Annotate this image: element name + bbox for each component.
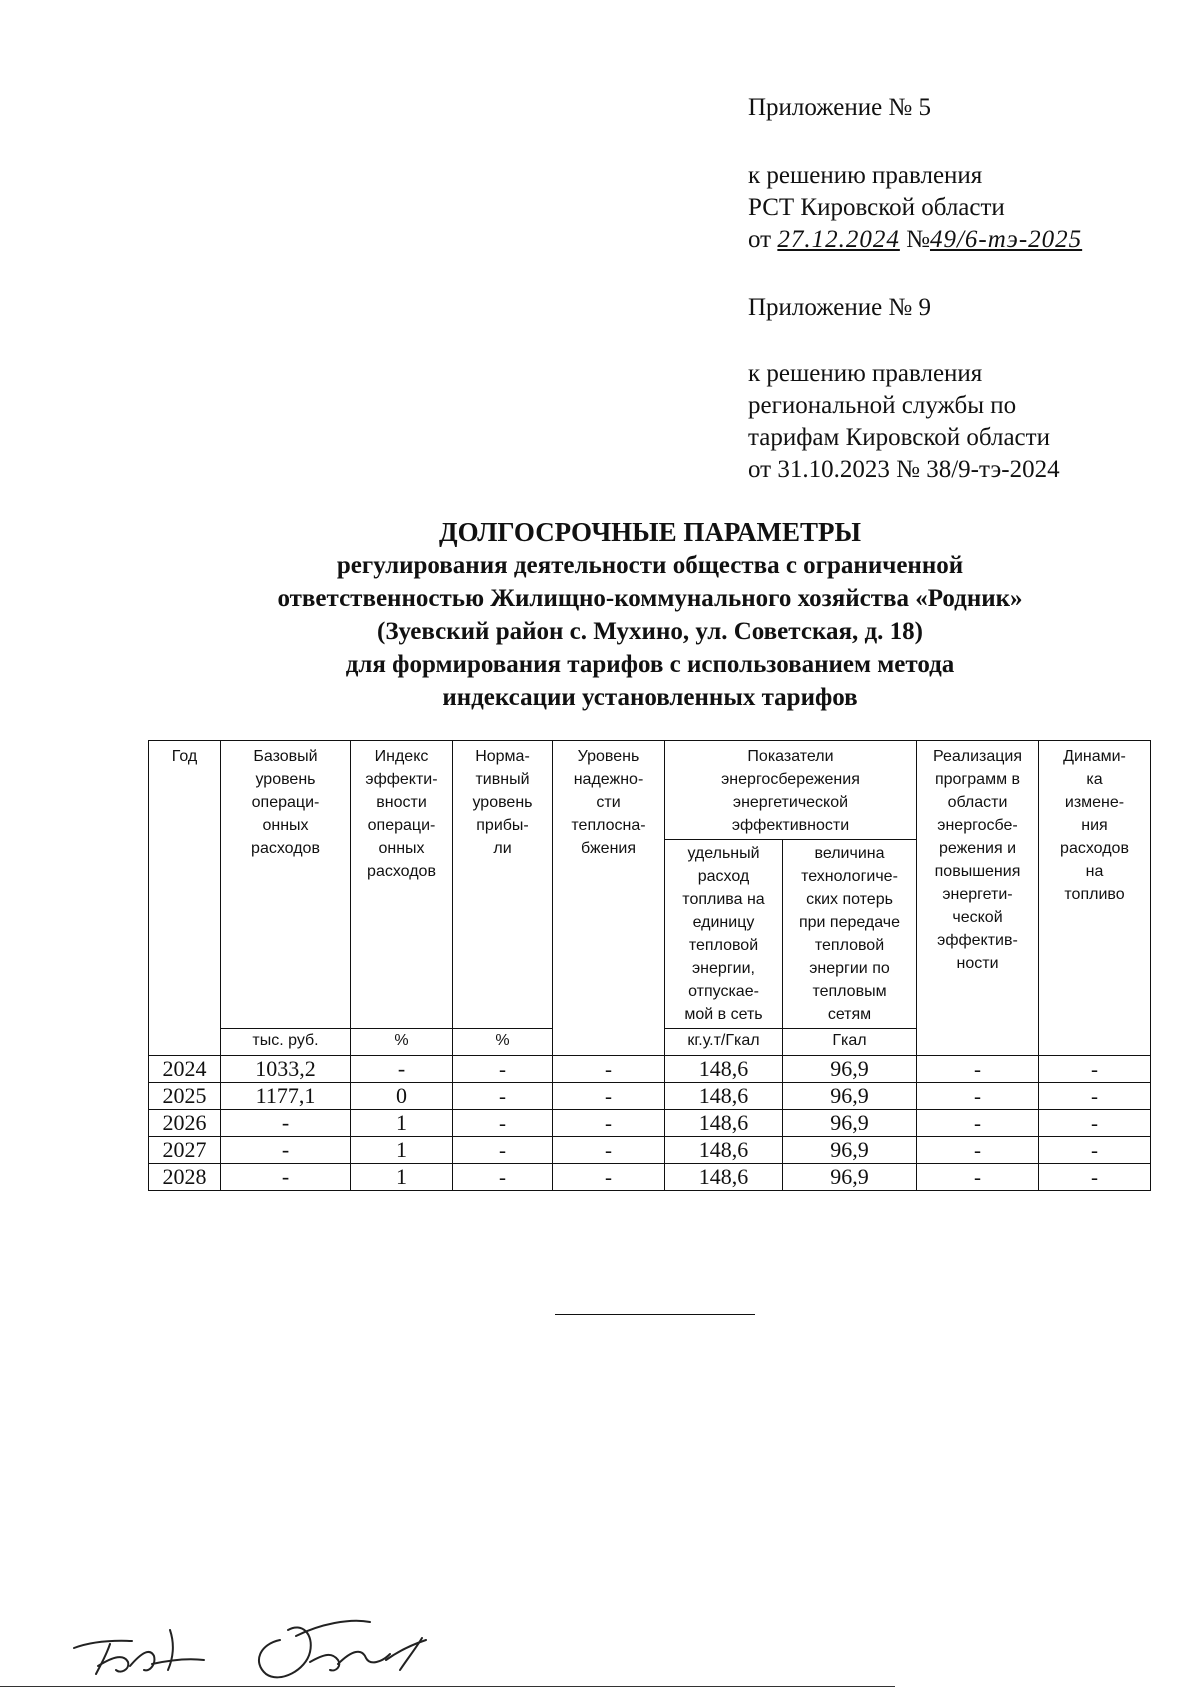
table-row: [149, 1137, 1151, 1164]
cell-base: 1177,1: [221, 1083, 351, 1110]
appendix-5-line2: РСТ Кировской области: [748, 194, 1005, 221]
unit-losses: Гкал: [783, 1029, 917, 1056]
cell-profit: -: [453, 1083, 553, 1110]
cell-losses: 96,9: [783, 1056, 917, 1083]
cell-programs: -: [917, 1137, 1039, 1164]
unit-profit-level: %: [453, 1029, 553, 1056]
cell-profit: -: [453, 1137, 553, 1164]
cell-losses: 96,9: [783, 1137, 917, 1164]
appendix-5-handwritten-date: 27.12.2024: [777, 226, 900, 253]
appendix-9-line3: тарифам Кировской области: [748, 424, 1050, 451]
table-row: [149, 1164, 1151, 1191]
cell-index: -: [351, 1056, 453, 1083]
cell-index: 1: [351, 1110, 453, 1137]
cell-reliability: -: [553, 1110, 665, 1137]
appendix-9-line4: от 31.10.2023 № 38/9-тэ-2024: [748, 456, 1060, 483]
appendix-9-title: Приложение № 9: [748, 294, 932, 321]
header-losses: величина технологиче- ских потерь при передаче тепловой энергии по тепловым сетям: [783, 840, 917, 1029]
cell-programs: -: [917, 1056, 1039, 1083]
cell-reliability: -: [553, 1083, 665, 1110]
cell-programs: -: [917, 1164, 1039, 1191]
cell-year: 2024: [149, 1056, 221, 1083]
heading-line-6: индексации установленных тарифов: [442, 684, 858, 711]
appendix-5-date-prefix: от: [748, 226, 772, 253]
cell-dynamics: -: [1039, 1056, 1151, 1083]
appendix-9-block: [748, 292, 931, 324]
heading-line-4: (Зуевский район с. Мухино, ул. Советская, д. 18): [377, 618, 923, 645]
header-profit-level: Норма- тивный уровень прибы- ли: [453, 741, 553, 1029]
unit-fuel-rate: кг.у.т/Гкал: [665, 1029, 783, 1056]
cell-reliability: -: [553, 1056, 665, 1083]
cell-index: 1: [351, 1137, 453, 1164]
cell-dynamics: -: [1039, 1164, 1151, 1191]
header-energy-group: Показатели энергосбережения энергетической эффективности: [665, 741, 917, 840]
cell-reliability: -: [553, 1164, 665, 1191]
cell-dynamics: -: [1039, 1110, 1151, 1137]
header-base-level: Базовый уровень операци- онных расходов: [221, 741, 351, 1029]
appendix-9-line2: региональной службы по: [748, 392, 1017, 419]
cell-base: -: [221, 1137, 351, 1164]
cell-profit: -: [453, 1056, 553, 1083]
appendix-5-title: Приложение № 5: [748, 94, 932, 121]
appendix-5-block: [748, 92, 931, 124]
heading-line-2: регулирования деятельности общества с ограниченной: [336, 552, 964, 579]
cell-base: -: [221, 1164, 351, 1191]
cell-base: 1033,2: [221, 1056, 351, 1083]
appendix-5-line1: к решению правления: [748, 162, 983, 189]
unit-efficiency-index: %: [351, 1029, 453, 1056]
cell-year: 2025: [149, 1083, 221, 1110]
cell-fuel: 148,6: [665, 1164, 783, 1191]
cell-fuel: 148,6: [665, 1137, 783, 1164]
appendix-9-line1: к решению правления: [748, 360, 983, 387]
heading-line-5: для формирования тарифов с использованием метода: [345, 651, 955, 678]
appendix-9-decision: [748, 358, 1060, 486]
cell-index: 0: [351, 1083, 453, 1110]
cell-dynamics: -: [1039, 1083, 1151, 1110]
cell-profit: -: [453, 1110, 553, 1137]
heading-title: ДОЛГОСРОЧНЫЕ ПАРАМЕТРЫ: [439, 517, 861, 547]
cell-losses: 96,9: [783, 1110, 917, 1137]
closing-separator-line: [555, 1314, 755, 1315]
cell-fuel: 148,6: [665, 1083, 783, 1110]
cell-programs: -: [917, 1110, 1039, 1137]
cell-losses: 96,9: [783, 1083, 917, 1110]
header-efficiency-index: Индекс эффекти- вности операци- онных расходов: [351, 741, 453, 1029]
header-fuel-dynamics: Динами- ка измене- ния расходов на топливо: [1039, 741, 1151, 1056]
table-row: [149, 1056, 1151, 1083]
appendix-5-number-prefix: №: [906, 226, 930, 253]
cell-year: 2026: [149, 1110, 221, 1137]
document-heading: [100, 515, 1200, 714]
cell-losses: 96,9: [783, 1164, 917, 1191]
heading-line-3: ответственностью Жилищно-коммунального хозяйства «Родник»: [277, 585, 1023, 612]
cell-fuel: 148,6: [665, 1056, 783, 1083]
cell-programs: -: [917, 1083, 1039, 1110]
cell-fuel: 148,6: [665, 1110, 783, 1137]
unit-base-level: тыс. руб.: [221, 1029, 351, 1056]
table-row: [149, 1110, 1151, 1137]
cell-profit: -: [453, 1164, 553, 1191]
page-bottom-line: [0, 1686, 895, 1687]
header-reliability: Уровень надежно- сти теплосна- бжения: [553, 741, 665, 1056]
handwritten-signature-image: [70, 1600, 490, 1692]
header-programs: Реализация программ в области энергосбе- режения и повышения энергети- ческой эффектив- ности: [917, 741, 1039, 1056]
appendix-5-decision: [748, 160, 1082, 256]
cell-dynamics: -: [1039, 1137, 1151, 1164]
header-year: Год: [149, 741, 221, 1056]
header-fuel-rate: удельный расход топлива на единицу тепловой энергии, отпускае- мой в сеть: [665, 840, 783, 1029]
table-row: [149, 1083, 1151, 1110]
cell-index: 1: [351, 1164, 453, 1191]
table-header-row-1: [149, 741, 1151, 840]
cell-year: 2027: [149, 1137, 221, 1164]
parameters-table: [148, 740, 1151, 1191]
cell-reliability: -: [553, 1137, 665, 1164]
appendix-5-handwritten-number: 49/6-тэ-2025: [929, 226, 1083, 253]
cell-year: 2028: [149, 1164, 221, 1191]
cell-base: -: [221, 1110, 351, 1137]
appendix-5-date-line: [748, 224, 1082, 256]
